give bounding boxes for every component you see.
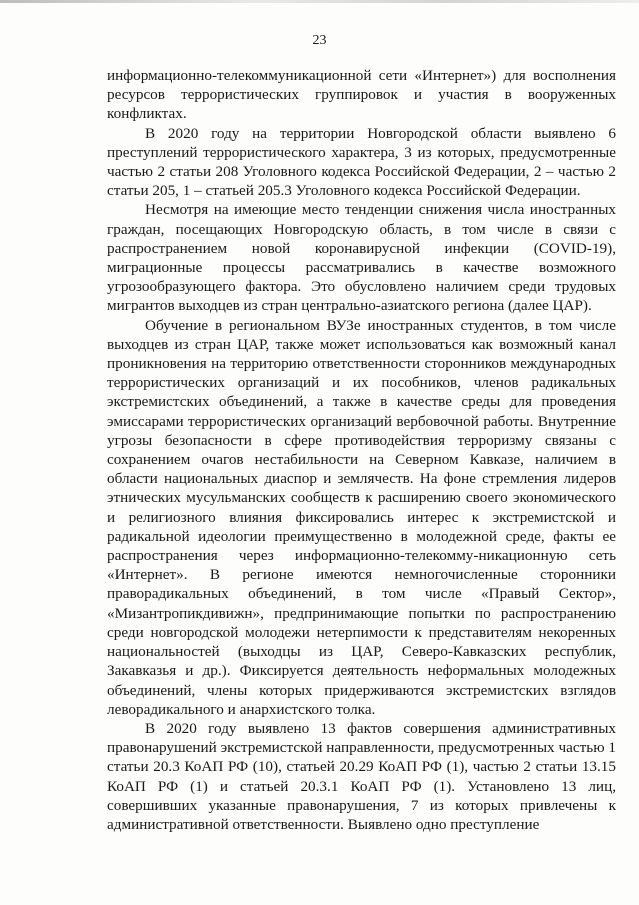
document-body — [107, 66, 616, 834]
paragraph-offenses: В 2020 году выявлено 13 фактов совершения административных правонарушений экстремистской направленности, предусмотренных частью 1 статьи 20.3 КоАП РФ (10), статьей 20.29 КоАП РФ (1), частью 2 статьи 13.15 КоАП РФ (1) и статьей 20.3.1 КоАП РФ (1). Установлено 13 лиц, совершивших указанные правонарушения, 7 из которых привлечены к административной ответственности. Выявлено одно преступление — [107, 719, 616, 833]
page-number: 23 — [312, 33, 327, 48]
paragraph-threats: Обучение в региональном ВУЗе иностранных студентов, в том числе выходцев из стран ЦАР, также может использоваться как возможный канал проникновения на территорию ответственности сторонников международных террористических организаций и их пособников, членов радикальных экстремистских объединений, а также в качестве среды для проведения эмиссарами террористических организаций вербовочной работы. Внутренние угрозы безопасности в сфере противодействия терроризму связаны с сохранением очагов нестабильности на Северном Кавказе, наличием в области национальных диаспор и землячеств. На фоне стремления лидеров этнических мусульманских сообществ к расширению своего экономического и религиозного влияния фиксировались интерес к экстремистской и радикальной идеологии преимущественно в молодежной среде, факты ее распространения через информационно-телекомму-никационную сеть «Интернет». В регионе имеются немногочисленные сторонники праворадикальных объединений, в том числе «Правый Сектор», «Мизантропикдивижн», предпринимающие попытки по распространению среди новгородской молодежи нетерпимости к представителям некоренных национальностей (выходцы из ЦАР, Северо-Кавказских республик, Закавказья и др.). Фиксируется деятельность неформальных молодежных объединений, члены которых придерживаются экстремистских взглядов леворадикального и анархистского толка. — [107, 316, 616, 718]
paragraph-migration: Несмотря на имеющие место тенденции снижения числа иностранных граждан, посещающих Новгородскую область, в том числе в связи с распространением новой коронавирусной инфекции (COVID-19), миграционные процессы рассматривались в качестве возможного угрозообразующего фактора. Это обусловлено наличием среди трудовых мигрантов выходцев из стран центрально-азиатского региона (далее ЦАР). — [107, 201, 616, 315]
scan-top-edge — [0, 0, 639, 3]
paragraph-continued: информационно-телекоммуникационной сети «Интернет») для восполнения ресурсов террористических группировок и участия в вооруженных конфликтах. — [107, 67, 616, 123]
paragraph-terrorism-crimes: В 2020 году на территории Новгородской области выявлено 6 преступлений террористического характера, 3 из которых, предусмотренные частью 2 статьи 208 Уголовного кодекса Российской Федерации, 2 – частью 2 статьи 205, 1 – статьей 205.3 Уголовного кодекса Российской Федерации. — [107, 124, 616, 200]
